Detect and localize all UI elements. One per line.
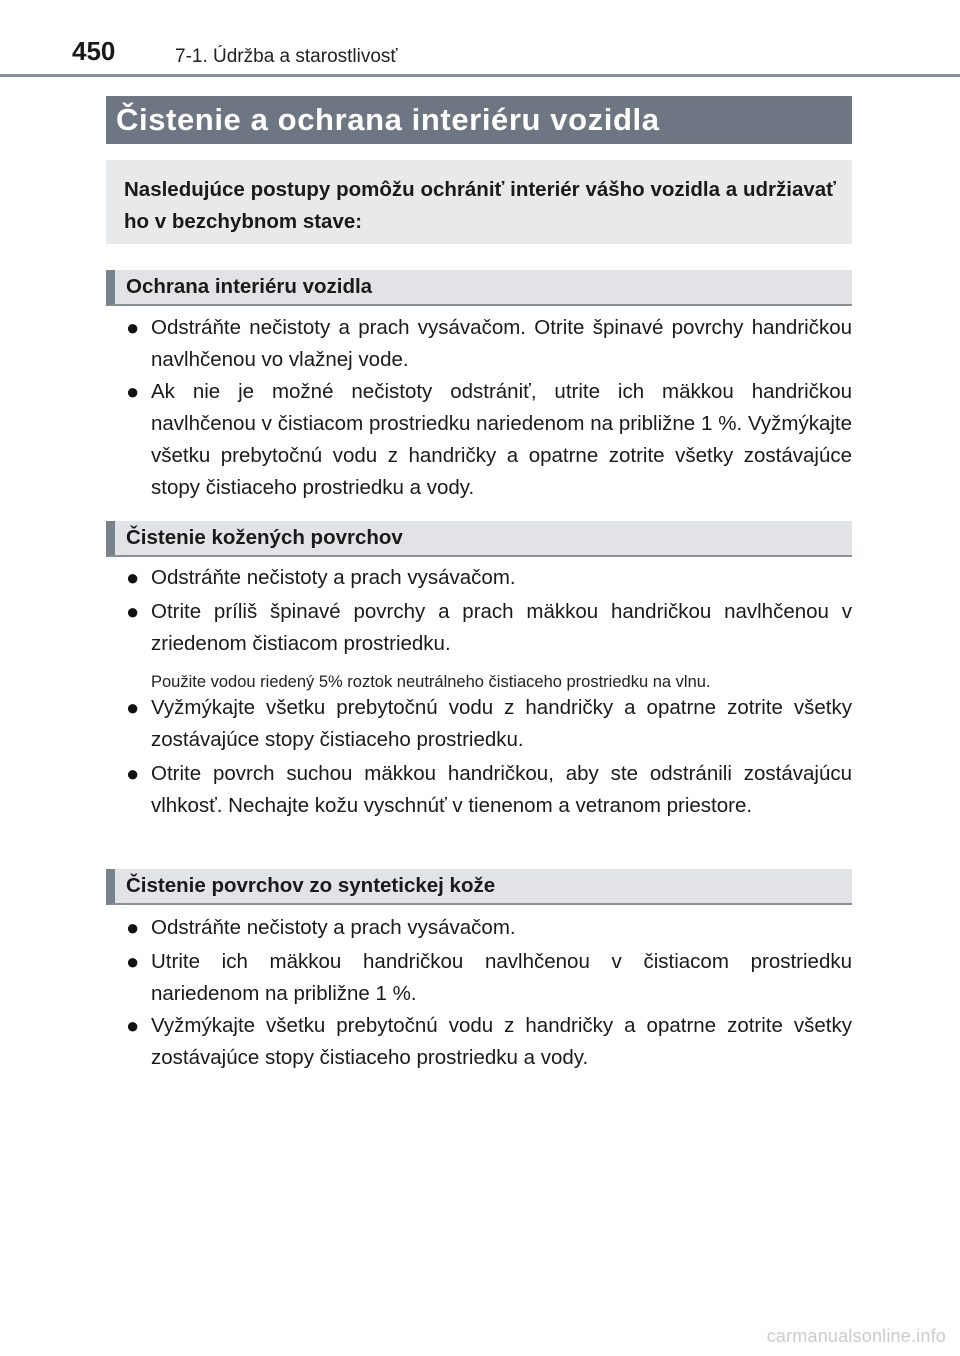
intro-box xyxy=(106,160,852,244)
bullet-icon: ● xyxy=(126,915,140,940)
subsection-title-interior-protection xyxy=(106,270,852,306)
bullet-icon: ● xyxy=(126,1013,140,1038)
bullet-icon: ● xyxy=(126,315,140,340)
list-item-text: Odstráňte nečistoty a prach vysávačom. xyxy=(151,916,516,939)
list-item xyxy=(126,596,852,660)
bullet-icon: ● xyxy=(126,761,140,786)
page-header xyxy=(0,0,960,80)
header-divider xyxy=(0,74,960,77)
bullet-icon: ● xyxy=(126,379,140,404)
subsection-title-text: Čistenie kožených povrchov xyxy=(126,526,403,549)
bullet-icon: ● xyxy=(126,695,140,720)
list-item xyxy=(126,946,852,1010)
list-item xyxy=(126,692,852,756)
list-item xyxy=(126,562,852,594)
subsection-title-text: Čistenie povrchov zo syntetickej kože xyxy=(126,874,496,897)
bullet-icon: ● xyxy=(126,949,140,974)
list-item xyxy=(126,312,852,376)
list-item-text: Utrite ich mäkkou handričkou navlhčenou v čistiacom prostriedku nariedenom na približne 1 %. xyxy=(151,950,852,1005)
list-item-text: Ak nie je možné nečistoty odstrániť, utrite ich mäkkou handričkou navlhčenou v čistiacom prostriedku nariedenom na približne 1 %. Vyžmýkajte všetku prebytočnú vodu z handričky a opatrne zotrite všetky zostávajúce stopy čistiaceho prostriedku a vody. xyxy=(151,380,852,499)
page-number: 450 xyxy=(72,36,116,66)
subsection-title-leather-cleaning xyxy=(106,521,852,557)
list-item-text: Vyžmýkajte všetku prebytočnú vodu z handričky a opatrne zotrite všetky zostávajúce stopy čistiaceho prostriedku. xyxy=(151,696,852,751)
list-item-text: Otrite príliš špinavé povrchy a prach mäkkou handričkou navlhčenou v zriedenom čistiacom prostriedku. xyxy=(151,600,852,655)
subsection-title-text: Ochrana interiéru vozidla xyxy=(126,275,373,298)
list-item xyxy=(126,1010,852,1074)
intro-text: Nasledujúce postupy pomôžu ochrániť interiér vášho vozidla a udržiavať ho v bezchybnom stave: xyxy=(124,178,836,233)
list-item-text: Odstráňte nečistoty a prach vysávačom. Otrite špinavé povrchy handričkou navlhčenou vo vlažnej vode. xyxy=(151,316,852,371)
list-item-text: Odstráňte nečistoty a prach vysávačom. xyxy=(151,566,516,589)
section-title: Čistenie a ochrana interiéru vozidla xyxy=(106,96,852,144)
subsection-title-synthetic-leather xyxy=(106,869,852,905)
bullet-icon: ● xyxy=(126,565,140,590)
list-item xyxy=(126,376,852,504)
chapter-title: 7-1. Údržba a starostlivosť xyxy=(175,46,398,67)
list-item-text: Otrite povrch suchou mäkkou handričkou, aby ste odstránili zostávajúcu vlhkosť. Nechajte kožu vyschnúť v tienenom a vetranom priestore. xyxy=(151,762,852,817)
list-item-text: Vyžmýkajte všetku prebytočnú vodu z handričky a opatrne zotrite všetky zostávajúce stopy čistiaceho prostriedku a vody. xyxy=(151,1014,852,1069)
bullet-icon: ● xyxy=(126,599,140,624)
list-item xyxy=(126,912,852,944)
watermark: carmanualsonline.info xyxy=(766,1326,946,1346)
list-item xyxy=(126,758,852,822)
note-text: Použite vodou riedený 5% roztok neutrálneho čistiaceho prostriedku na vlnu. xyxy=(151,673,711,691)
